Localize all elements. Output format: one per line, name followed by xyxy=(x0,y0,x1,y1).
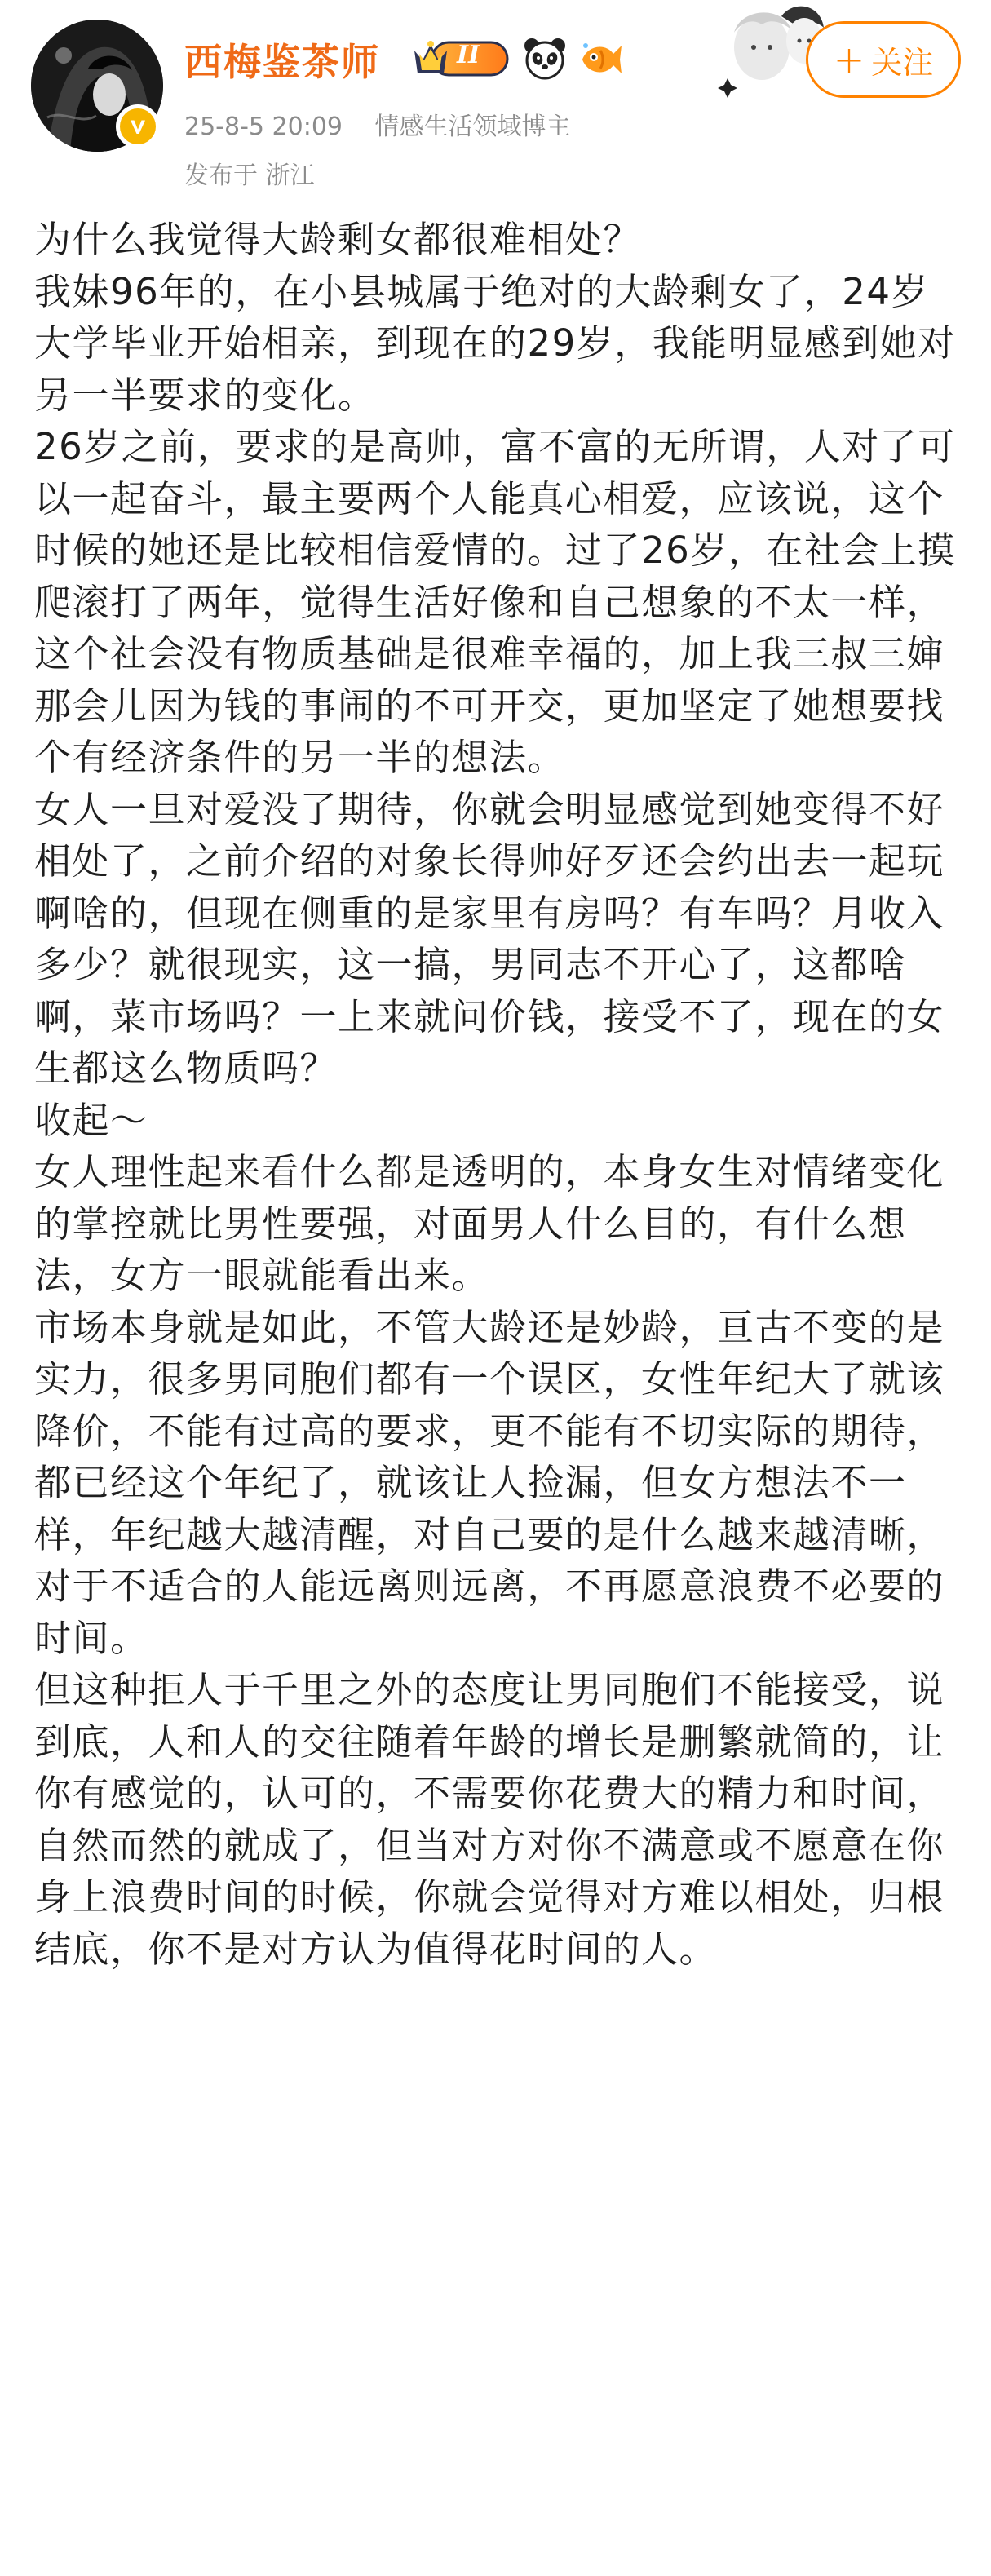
username[interactable]: 西梅鉴茶师 xyxy=(184,40,380,84)
post-body xyxy=(34,214,964,1975)
post-meta xyxy=(184,106,571,142)
fish-icon xyxy=(577,38,623,82)
crown-level-badge-icon[interactable] xyxy=(411,36,511,80)
plus-icon: + xyxy=(833,38,865,82)
post-paragraph: 女人一旦对爱没了期待，你就会明显感觉到她变得不好相处了，之前介绍的对象长得帅好歹还会约出去一起玩啊啥的，但现在侧重的是家里有房吗？有车吗？月收入多少？就很现实，这一搞，男同志不开心了，这都啥啊，菜市场吗？一上来就问价钱，接受不了，现在的女生都这么物质吗？ xyxy=(34,787,945,1090)
follow-label: 关注 xyxy=(871,44,934,81)
verified-badge-icon xyxy=(116,104,160,148)
post-location: 发布于 浙江 xyxy=(184,162,315,190)
collapse-link[interactable]: 收起～ xyxy=(34,1098,148,1142)
verification-label: 情感生活领域博主 xyxy=(374,113,571,141)
post-paragraph: 市场本身就是如此，不管大龄还是妙龄，亘古不变的是实力，很多男同胞们都有一个误区，女性年纪大了就该降价，不能有过高的要求，更不能有不切实际的期待，都已经这个年纪了，就该让人捡漏，但女方想法不一样，年纪越大越清醒，对自己要的是什么越来越清晰，对于不适合的人能远离则远离，不再愿意浪费不必要的时间。 xyxy=(34,1305,945,1660)
post-paragraph: 但这种拒人于千里之外的态度让男同胞们不能接受，说到底，人和人的交往随着年龄的增长是删繁就简的，让你有感觉的，认可的，不需要你花费大的精力和时间，自然而然的就成了，但当对方对你不满意或不愿意在你身上浪费时间的时候，你就会觉得对方难以相处，归根结底，你不是对方认为值得花时间的人。 xyxy=(34,1668,945,1971)
panda-icon xyxy=(522,36,568,82)
post-paragraph: 女人理性起来看什么都是透明的，本身女生对情绪变化的掌控就比男性要强，对面男人什么目的，有什么想法，女方一眼就能看出来。 xyxy=(34,1150,945,1297)
post-paragraph: 我妹96年的，在小县城属于绝对的大龄剩女了，24岁大学毕业开始相亲，到现在的29岁，我能明显感到她对另一半要求的变化。 xyxy=(34,269,956,417)
post-title: 为什么我觉得大龄剩女都很难相处？ xyxy=(34,218,642,261)
level-text: II xyxy=(457,41,480,69)
follow-button[interactable] xyxy=(806,21,961,98)
post-header xyxy=(0,0,991,196)
post-timestamp: 25-8-5 20:09 xyxy=(184,113,343,141)
post-paragraph: 26岁之前，要求的是高帅，富不富的无所谓，人对了可以一起奋斗，最主要两个人能真心相爱，应该说，这个时候的她还是比较相信爱情的。过了26岁，在社会上摸爬滚打了两年，觉得生活好像和自己想象的不太一样，这个社会没有物质基础是很难幸福的，加上我三叔三婶那会儿因为钱的事闹的不可开交，更加坚定了她想要找个有经济条件的另一半的想法。 xyxy=(34,425,956,779)
